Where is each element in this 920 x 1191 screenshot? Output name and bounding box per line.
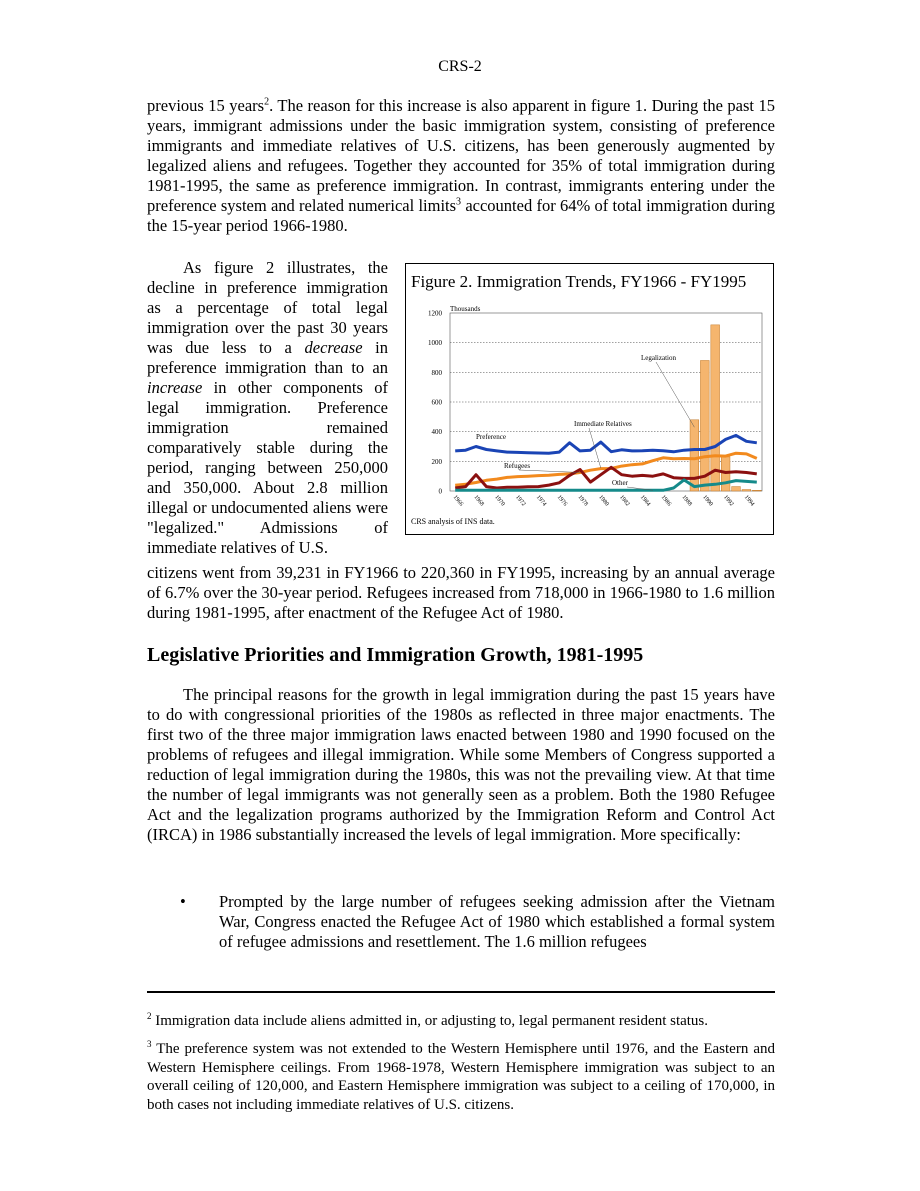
legalization-bar	[711, 325, 720, 491]
x-tick-label: 1994	[742, 494, 756, 508]
page-header: CRS-2	[438, 58, 482, 75]
x-tick-label: 1966	[451, 494, 464, 508]
figure-title: Figure 2. Immigration Trends, FY1966 - FY1995	[411, 272, 747, 291]
paragraph-2-continued: citizens went from 39,231 in FY1966 to 220,360 in FY1995, increasing by an annual average of 6.7% over the 30-year period. Refugees increased from 718,000 in 1966-1980 to 1.6 million during 1981-1995, after enactment of the Refugee Act of 1980.	[147, 563, 775, 622]
paragraph-2-wrapped: As figure 2 illustrates, the decline in preference immigration as a percentage of total legal immigration over the past 30 years was due less to a decrease in preference immigration than to an increase in other components of legal immigration. Preference immigration remained comparatively stable during the period, ranging between 250,000 and 350,000. About 2.8 million illegal or undocumented aliens were "legalized." Admissions of immediate relatives of U.S.	[147, 258, 388, 557]
x-tick-label: 1970	[493, 494, 506, 508]
x-tick-label: 1978	[576, 494, 589, 508]
paragraph-3: The principal reasons for the growth in legal immigration during the past 15 years have to do with congressional priorities of the 1980s as reflected in three major enactments. The first two of the three major immigration laws enacted between 1980 and 1990 focused on the problems of refugees and illegal immigration. While some Members of Congress supported a reduction of legal immigration during the 1980s, this was not the prevailing view. At that time the number of legal immigrants was not generally seen as a problem. Both the 1980 Refugee Act and the legalization programs authorized by the Immigration Reform and Control Act (IRCA) in 1986 substantially increased the levels of legal immigration. More specifically:	[147, 685, 775, 844]
legalization-bar	[700, 360, 709, 491]
y-tick-label: 600	[431, 398, 442, 407]
series-label: Refugees	[504, 462, 531, 470]
y-axis-label: Thousands	[450, 305, 481, 313]
footnote-2: $^2$ Immigration data include aliens admitted in, or adjusting to, legal permanent resident status.	[147, 1011, 709, 1029]
x-tick-label: 1980	[597, 494, 610, 508]
series-label: Legalization	[641, 354, 676, 362]
x-tick-label: 1986	[659, 494, 672, 508]
legalization-bars	[690, 325, 761, 491]
series-label: Other	[612, 479, 628, 487]
y-tick-label: 1000	[428, 339, 442, 348]
immigration-trends-chart	[406, 264, 773, 534]
x-tick-label: 1968	[472, 494, 485, 508]
y-tick-label: 1200	[428, 309, 442, 318]
footnote-divider	[147, 991, 775, 993]
label-leader	[656, 362, 694, 427]
x-tick-label: 1992	[722, 494, 735, 508]
x-tick-label: 1984	[638, 494, 652, 508]
y-tick-label: 200	[431, 457, 442, 466]
legalization-bar	[690, 420, 699, 491]
label-leader	[519, 470, 580, 472]
x-tick-label: 1974	[534, 494, 548, 508]
section-heading: Legislative Priorities and Immigration Growth, 1981-1995	[147, 644, 644, 666]
y-tick-label: 800	[431, 368, 442, 377]
figure-2	[405, 263, 774, 535]
legalization-bar	[742, 490, 751, 491]
footnote-ref-2: 2	[264, 96, 270, 108]
figure-source: CRS analysis of INS data.	[411, 517, 495, 526]
y-axis-ticks	[428, 310, 443, 496]
series-label: Preference	[476, 433, 506, 441]
bullet-marker: •	[180, 892, 186, 911]
paragraph-1: previous 15 years$^2$. The reason for this increase is also apparent in figure 1. During the past 15 years, immigrant admissions under the basic immigration system, consisting of preference immigrants and immediate relatives of U.S. citizens, has been generously augmented by legalized aliens and refugees. Together they accounted for 35% of total immigration during 1981-1995, the same as preference immigration. In contrast, immigrants entering under the preference system and related numerical limits$^3$ accounted for 64% of total immigration during the 15-year period 1966-1980.	[147, 96, 776, 235]
x-tick-label: 1988	[680, 494, 693, 508]
x-tick-label: 1982	[618, 494, 631, 508]
footnote-3: $^3$ The preference system was not extended to the Western Hemisphere until 1976, and the Eastern and Western Hemisphere ceilings. From 1968-1978, Western Hemisphere immigration was subject to an overall ceiling of 120,000, and Eastern Hemisphere immigration was subject to a ceiling of 170,000, in both cases not including immediate relatives of U.S. citizens.	[147, 1039, 775, 1113]
y-tick-label: 400	[431, 428, 442, 437]
label-leader	[589, 428, 601, 468]
y-tick-label: 0	[438, 487, 442, 496]
series-label: Immediate Relatives	[574, 420, 632, 428]
x-axis-ticks	[452, 494, 756, 507]
legalization-bar	[732, 487, 741, 491]
x-tick-label: 1976	[555, 494, 568, 508]
x-tick-label: 1990	[701, 494, 714, 508]
legalization-bar	[752, 490, 761, 491]
x-tick-label: 1972	[514, 494, 527, 508]
bullet-text: Prompted by the large number of refugees seeking admission after the Vietnam War, Congress enacted the Refugee Act of 1980 which established a formal system of refugee admissions and resettlement. The 1.6 million refugees	[219, 892, 775, 951]
footnote-ref-3: 3	[456, 196, 462, 208]
